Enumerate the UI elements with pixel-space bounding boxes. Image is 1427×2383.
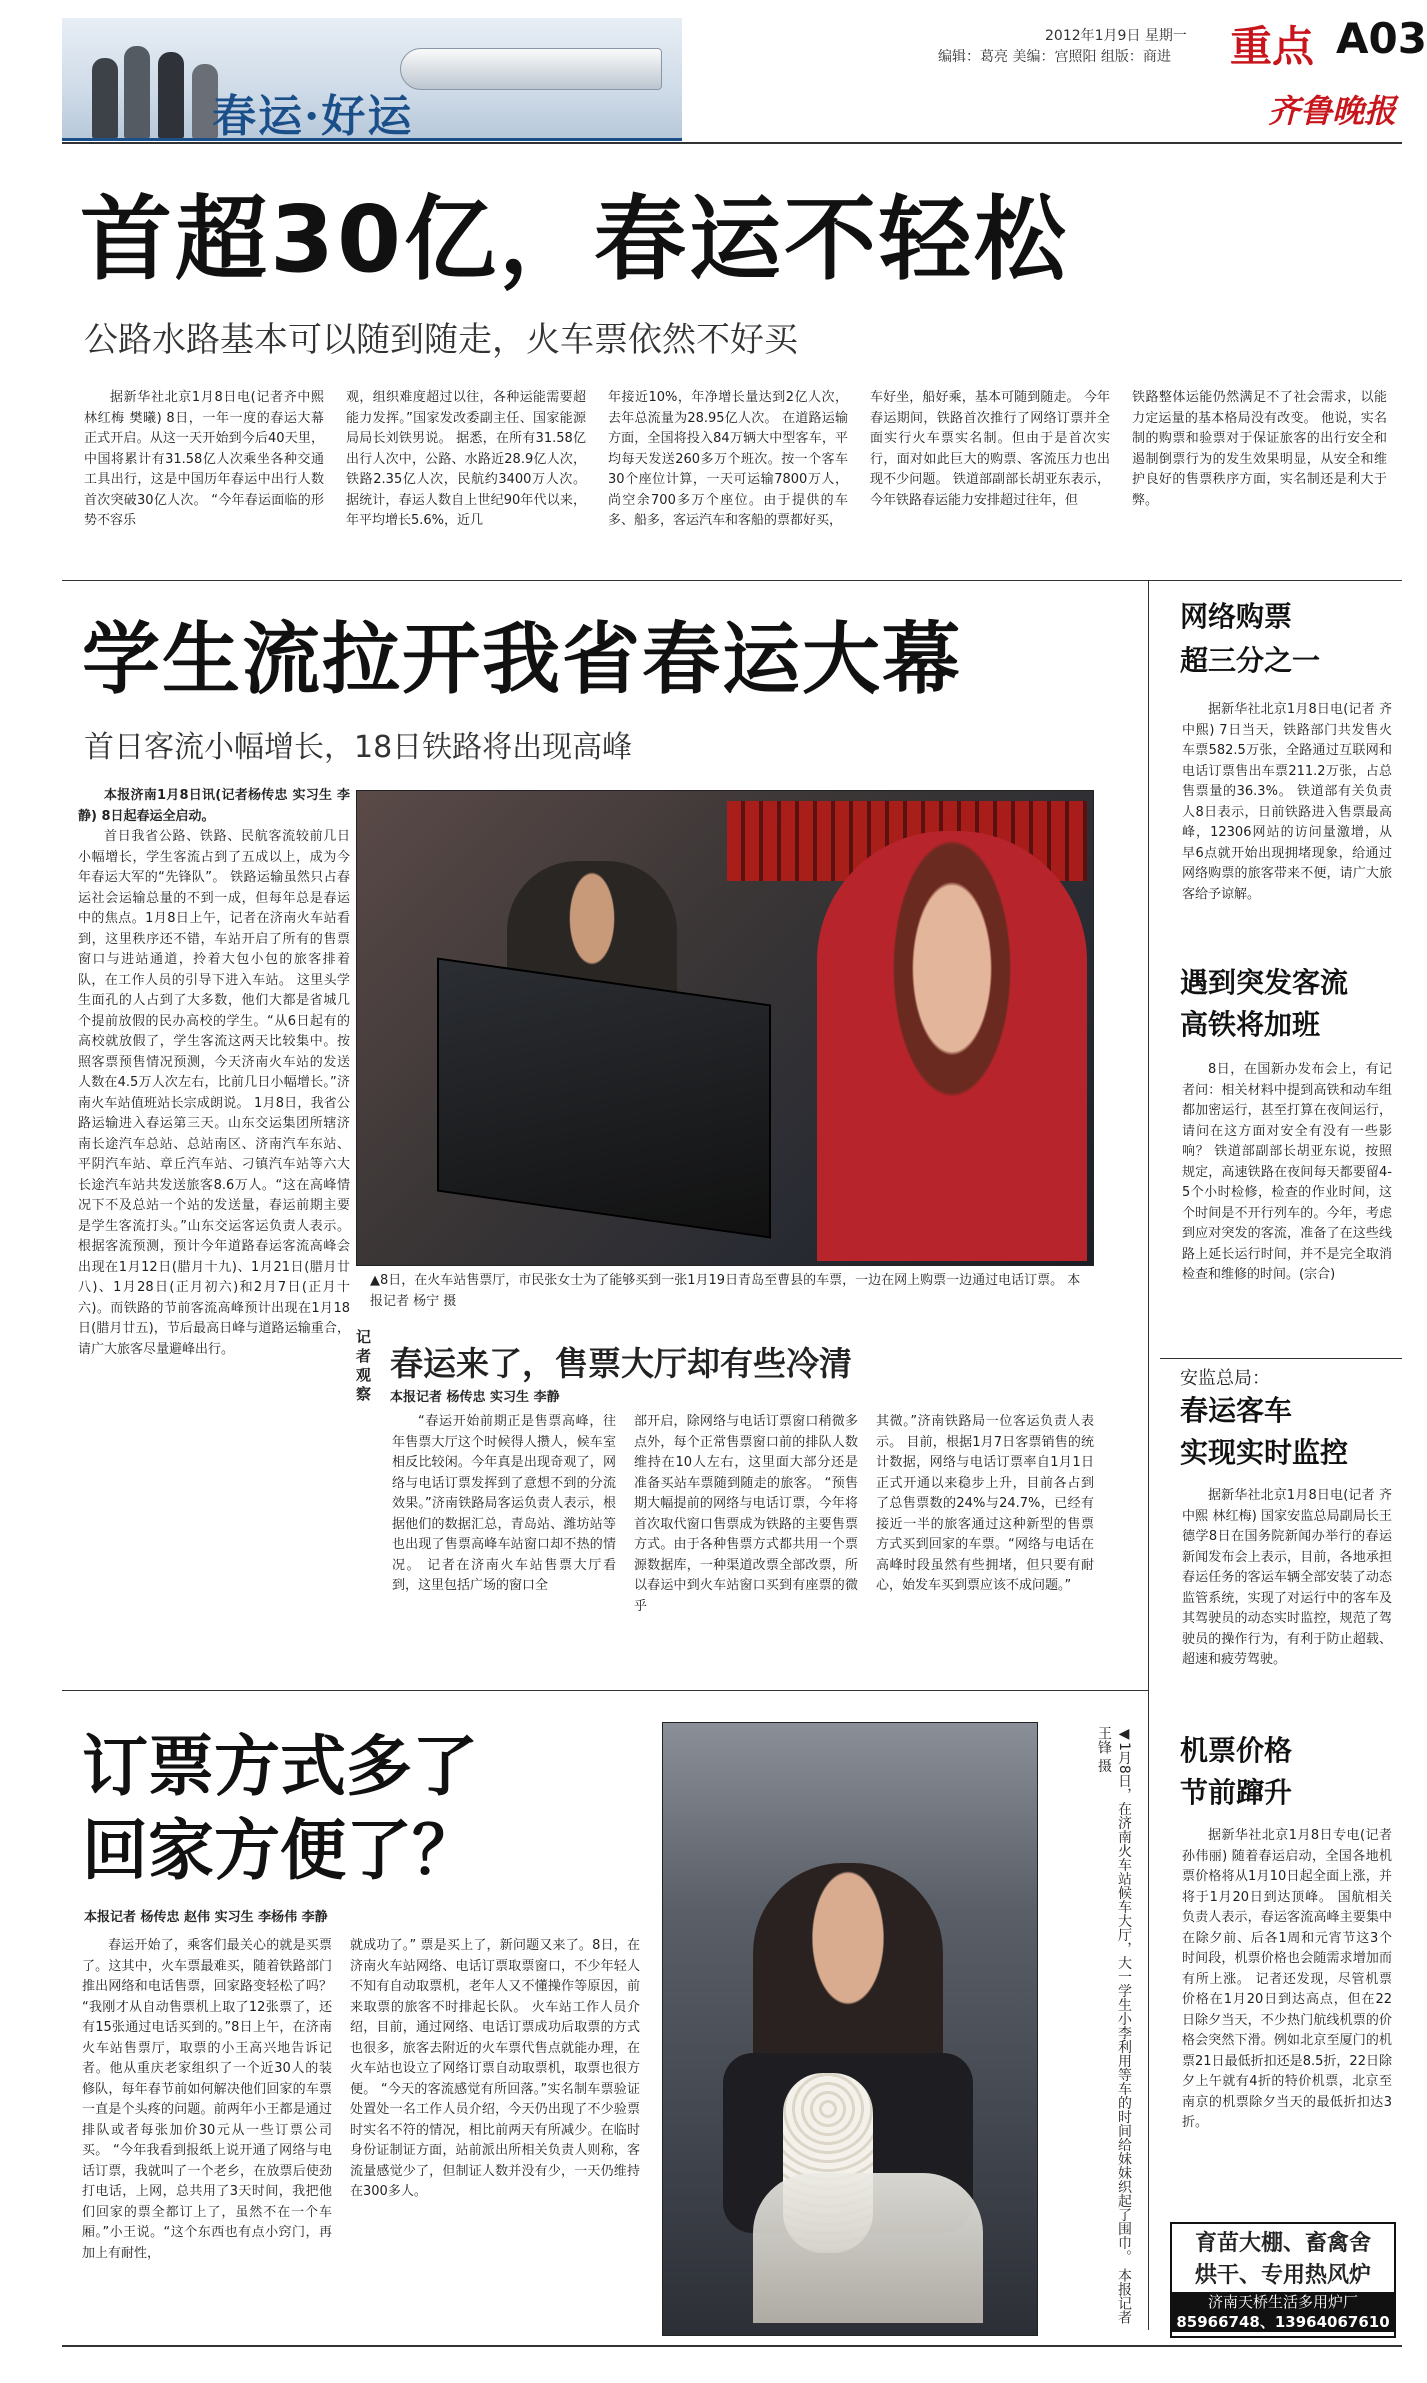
inset-column: 其微。”济南铁路局一位客运负责人表示。 目前，根据1月7日客票销售的统计数据，网络与电话订票率自1月1日正式开通以来稳步上升，目前各占到了总售票数的24%与24.7%，已经有接近一半的旅客通过这种新型的售票方式买到回家的车票。“网络与电话在高峰时段虽然有些拥堵，但只要有耐心，始发车买到票应该不成问题。” — [876, 1414, 1094, 1593]
sidebar-divider — [1148, 580, 1149, 2330]
traveler-figure — [92, 58, 118, 138]
inset-headline: 春运来了，售票大厅却有些冷清 — [390, 1344, 852, 1383]
article1-headline: 首超30亿，春运不轻松 — [80, 186, 1070, 293]
sidebar3-head1: 春运客车 — [1180, 1394, 1293, 1427]
article3-column: 春运开始了，乘客们最关心的就是买票了。这其中，火车票最难买，随着铁路部门推出网络和电话售票，回家路变轻松了吗？ “我刚才从自动售票机上取了12张票了，还有15张通过电话买到的。”8日上午，在济南火车站售票厅，取票的小王高兴地告诉记者。他从重庆老家组织了一个近30人的装修队，每年春节前如何解决他们回家的车票一直是个头疼的问题。前两年小王都是通过排队或者每张加价30元从一些订票公司买。 “今年我看到报纸上说开通了网络与电话订票，我就叫了一个老乡，在放票后使劲打电话，上网，总共用了3天时间，我把他们回家的票全都订上了，虽然不在一个车厢。”小王说。“这个东西也有点小窍门，再加上有耐性， — [82, 1938, 332, 2261]
article1-column: 铁路整体运能仍然满足不了社会需求，以能力定运量的基本格局没有改变。 他说，实名制的购票和验票对于保证旅客的出行安全和遏制倒票行为的发生效果明显，从安全和维护良好的售票秩序方面，实名制还是利大于弊。 — [1132, 390, 1387, 508]
sidebar2-body: 8日，在国新办发布会上，有记者问：相关材料中提到高铁和动车组都加密运行，甚至打算在夜间运行，请问在这方面对安全有没有一些影响？ 铁道部副部长胡亚东说，按照规定，高速铁路在夜间每天都要留4-5个小时检修，检查的作业时间，这个时间是不开行列车的。今年，考虑到应对突发的客流，准备了在这些线路上延长运行时间，并不是完全取消检查和维修的时间。(宗合) — [1182, 1062, 1392, 1282]
sidebar4-head2: 节前蹿升 — [1180, 1776, 1293, 1809]
ad-line3: 济南天桥生活多用炉厂 — [1172, 2292, 1394, 2312]
article1-column: 车好坐，船好乘，基本可随到随走。 今年春运期间，铁路首次推行了网络订票并全面实行火车票实名制。但由于是首次实行，面对如此巨大的购票、客流压力也出现不少问题。 铁道部副部长胡亚东表示，今年铁路春运能力安排超过往年，但 — [870, 390, 1110, 508]
ad-line1: 育苗大棚、畜禽舍 — [1194, 2231, 1371, 2256]
article2-body: 本报济南1月8日讯(记者杨传忠 实习生 李静) 8日起春运全启动。 首日我省公路、铁路、民航客流较前几日小幅增长，学生客流占到了五成以上，成为今年春运大军的“先锋队”。 铁路运输虽然只占春运社会运输总量的不到一成，但每年总是春运中的焦点。1月8日上午，记者在济南火车站看到，这里秩序还不错，车站开启了所有的售票窗口与进站通道，拎着大包小包的旅客排着队，在工作人员的引导下进入车站。 这里头学生面孔的人占到了大多数，他们大都是省城几个提前放假的民办高校的学生。“从6日起有的高校就放假了，学生客流这两天比较集中。按照客票预售情况预测，今天济南火车站的发送人数在4.5万人次左右，比前几日小幅增长。”济南火车站值班站长宗成朗说。 1月8日，我省公路运输进入春运第三天。山东交运集团所辖济南长途汽车总站、总站南区、济南汽车东站、平阴汽车站、章丘汽车站、刁镇汽车站等六大长途汽车站共发送旅客8.6万人。“这在高峰情况下不及总站一个站的发送量，春运前期主要是学生客流打头。”山东交运客运负责人表示。 根据客流预测，预计今年道路春运客流高峰会出现在1月12日(腊月十九)、1月21日(腊月廿八)、1月28日(正月初六)和2月7日(正月十六)。而铁路的节前客流高峰预计出现在1月18日(腊月廿五)，节后最高日峰与道路运输重合，请广大旅客尽量避峰出行。 — [78, 788, 350, 1357]
sidebar2-head1: 遇到突发客流 — [1180, 966, 1349, 999]
newspaper-masthead: 齐鲁晚报 — [1268, 92, 1397, 130]
article1-column: 年接近10%，年净增长量达到2亿人次，去年总流量为28.95亿人次。 在道路运输方面，全国将投入84万辆大中型客车，平均每天发送260多万个班次。按一个客车30个座位计算，一天可运输7800万人，尚空余700多万个座位。由于提供的车多、船多，客运汽车和客船的票都好买， — [608, 390, 848, 528]
footer-rule — [62, 2345, 1402, 2347]
inset-column: “春运开始前期正是售票高峰，往年售票大厅这个时候得人攒人，候车室相反比较闲。今年真是出现奇观了，网络与电话订票发挥到了意想不到的分流效果。”济南铁路局客运负责人表示，根据他们的数据汇总，青岛站、潍坊站等也出现了售票高峰车站窗口却不热的情况。 记者在济南火车站售票大厅看到，这里包括广场的窗口全 — [392, 1414, 616, 1593]
woman-on-phone — [817, 831, 1087, 1261]
article3-column: 就成功了。” 票是买上了，新问题又来了。8日，在济南火车站网络、电话订票取票窗口，不少年轻人不知有自动取票机，老年人又不懂操作等原因，前来取票的旅客不时排起长队。 火车站工作人员介绍，目前，通过网络、电话订票成功后取票的方式也很多，旅客去附近的火车票代售点就能办理，在火车站也设立了网络订票自动取票机，取票也很方便。 “今天的客流感觉有所回落。”实名制车票验证处置处一名工作人员介绍，今天仍出现了不少验票时实名不符的情况，相比前两天有所减少。在临时身份证制证方面，站前派出所相关负责人则称，客流量感觉少了，但制证人数并没有少，一天仍维持在300多人。 — [350, 1938, 640, 2199]
article2-headline: 学生流拉开我省春运大幕 — [82, 615, 963, 705]
sidebar-rule — [1160, 1358, 1402, 1359]
sidebar3-head2: 实现实时监控 — [1180, 1436, 1349, 1469]
sidebar2-head2: 高铁将加班 — [1180, 1008, 1321, 1041]
sidebar1-head2: 超三分之一 — [1180, 644, 1321, 677]
knitting-student-photo — [662, 1722, 1038, 2336]
ticket-hall-photo — [356, 790, 1094, 1266]
sidebar3-body: 据新华社北京1月8日电(记者 齐中熙 林红梅) 国家安监总局副局长王德学8日在国务院新闻办举行的春运新闻发布会上表示，目前，各地承担春运任务的客运车辆全部安装了动态监管系统，实现了对运行中的客车及其驾驶员的动态实时监控，规范了驾驶员的操作行为，有利于防止超载、超速和疲劳驾驶。 — [1182, 1488, 1392, 1667]
sidebar4-body: 据新华社北京1月8日专电(记者 孙伟丽) 随着春运启动，全国各地机票价格将从1月10日起全面上涨，并将于1月20日到达顶峰。 国航相关负责人表示，春运客流高峰主要集中在除夕前、后各1周和元宵节这3个时间段，机票价格也会随需求增加而有所上涨。 记者还发现，尽管机票价格在1月20日到达高点，但在22日除夕当天，不少热门航线机票的价格会突然下滑。例如北京至厦门的机票21日最低折扣还是8.5折，22日除夕上午就有4折的特价机票，北京至南京的机票除夕当天的最低折扣达3折。 — [1182, 1828, 1392, 2130]
train-illustration — [400, 48, 662, 90]
article1-subhead: 公路水路基本可以随到随走，火车票依然不好买 — [84, 320, 798, 360]
editor-credits: 编辑：葛亮 美编：宫照阳 组版：商进 — [938, 49, 1171, 65]
ticket-hall-photo-caption: ▲8日，在火车站售票厅，市民张女士为了能够买到一张1月19日青岛至曹县的车票，一边在网上购票一边通过电话订票。 本报记者 杨宁 摄 — [370, 1273, 1081, 1309]
article1-column: 观，组织难度超过以往，各种运能需要超能力发挥。”国家发改委副主任、国家能源局局长刘铁男说。 据悉，在所有31.58亿出行人次中，公路、水路近28.9亿人次，铁路2.35亿人次，民航约3400万人次。 据统计，春运人数自上世纪90年代以来，年平均增长5.6%，近几 — [346, 390, 586, 528]
column-banner — [62, 18, 682, 141]
knitting-photo-caption: ◀1月8日，在济南火车站候车大厅，大一学生小李利用等车的时间给妹妹织起了围巾。 本报记者 王锋 摄 — [1096, 1726, 1132, 2325]
ad-phone: 85966748、13964067610 — [1172, 2312, 1394, 2332]
inset-byline: 本报记者 杨传忠 实习生 李静 — [390, 1390, 560, 1405]
article3-byline: 本报记者 杨传忠 赵伟 实习生 李杨伟 李静 — [84, 1910, 328, 1925]
sidebar3-kicker: 安监总局： — [1180, 1368, 1270, 1389]
section-divider — [62, 1690, 1148, 1691]
traveler-figure — [124, 46, 150, 138]
sidebar4-head1: 机票价格 — [1180, 1734, 1293, 1767]
inset-tag: 记者观察 — [356, 1328, 372, 1403]
traveler-figure — [158, 52, 184, 138]
issue-date: 2012年1月9日 星期一 — [1045, 28, 1187, 44]
ad-line2: 烘干、专用热风炉 — [1194, 2263, 1371, 2288]
article3-headline-line1: 订票方式多了 — [82, 1728, 478, 1805]
sidebar1-body: 据新华社北京1月8日电(记者 齐中熙) 7日当天，铁路部门共发售火车票582.5万张，全路通过互联网和电话订票售出车票211.2万张，占总售票量的36.3%。 铁道部有关负责人8日表示，日前铁路进入售票最高峰，12306网站的访问量激增，从早6点就开始出现拥堵现象，给通过网络购票的旅客带来不便，请广大旅客给予谅解。 — [1182, 702, 1392, 902]
plastic-bag — [753, 2173, 983, 2323]
sidebar1-head1: 网络购票 — [1180, 600, 1293, 633]
laptop-screen — [437, 958, 771, 1239]
page-number: A03 — [1336, 14, 1427, 63]
header-rule — [62, 142, 1402, 144]
column-label: 春运·好运 — [212, 91, 414, 142]
classified-ad — [1170, 2222, 1396, 2338]
article3-headline-line2: 回家方便了？ — [82, 1812, 478, 1889]
section-name: 重点 — [1230, 22, 1315, 71]
article2-subhead: 首日客流小幅增长，18日铁路将出现高峰 — [84, 730, 633, 765]
article1-column: 据新华社北京1月8日电(记者齐中熙 林红梅 樊曦) 8日，一年一度的春运大幕正式开启。从这一天开始到今后40天里，中国将累计有31.58亿人次乘坐各种交通工具出行，这是中国历年春运中出行人数首次突破30亿人次。 “今年春运面临的形势不容乐 — [84, 390, 324, 528]
inset-column: 部开启，除网络与电话订票窗口稍微多点外，每个正常售票窗口前的排队人数维持在10人左右，这里面大部分还是准备买站车票随到随走的旅客。 “预售期大幅提前的网络与电话订票，今年将首次取代窗口售票成为铁路的主要售票方式。由于各种售票方式都共用一个票源数据库，一种渠道改票全部改票，所以春运中到火车站窗口买到有座票的微乎 — [634, 1414, 858, 1614]
section-divider — [62, 580, 1402, 581]
